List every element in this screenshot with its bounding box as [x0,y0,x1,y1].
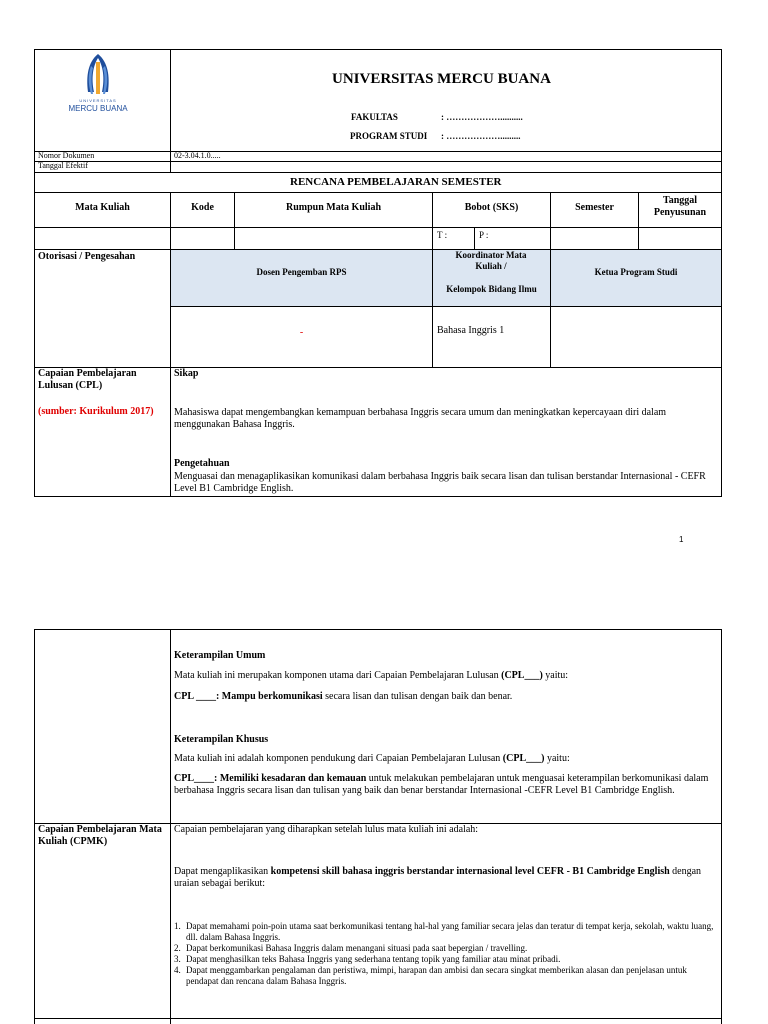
ku-title: Keterampilan Umum [174,650,266,661]
faculty-label: FAKULTAS [351,112,398,122]
cpl-label: Capaian Pembelajaran Lulusan (CPL) [38,368,137,391]
program-label: PROGRAM STUDI [350,131,428,141]
koordinator-value: Bahasa Inggris 1 [437,325,505,336]
university-title: UNIVERSITAS MERCU BUANA [332,71,551,87]
sikap-title: Sikap [174,368,199,379]
dosen-value: - [299,327,304,338]
cpmk-apply: Dapat mengaplikasikan kompetensi skill bahasa inggris berstandar internasional level CEFR - B1 Cambridge English dengan uraian sebagai berikut: [174,866,702,889]
list-item: 1. Dapat memahami poin-poin utama saat berkomunikasi tentang hal-hal yang familiar secara jelas dan teratur di tempat kerja, sekolah, waktu luang, dll. dalam Bahasa Inggris. [174,921,714,942]
kelompok-header: Kelompok Bidang Ilmu [446,284,537,294]
list-item: 3. Dapat menghasilkan teks Bahasa Inggris yang sederhana tentang topik yang familiar atau minat pribadi. [174,954,561,964]
program-value: : ………………......... [441,131,521,141]
ketua-header: Ketua Program Studi [594,267,678,277]
logo-flame-icon [58,52,138,98]
university-logo [58,52,138,116]
kk-cpl: CPL____: Memiliki kesadaran dan kemauan untuk melakukan pembelajaran untuk menguasai keterampilan berkomunikasi dalam berbahasa Inggris secara lisan dan tulisan yang baik dan benar berstandar Internasional -CEFR Level B1 Cambridge English. [174,773,709,796]
pengetahuan-title: Pengetahuan [174,458,230,469]
page-gap [0,600,768,610]
sikap-text: Mahasiswa dapat mengembangkan kemampuan berbahasa Inggris secara umum dan meningkatkan kepercayaan diri dalam menggunakan Bahasa Inggris. [174,407,667,430]
ku-line: Mata kuliah ini merupakan komponen utama dari Capaian Pembelajaran Lulusan (CPL___) yaitu: [174,670,569,681]
page-number: 1 [679,535,684,544]
header-semester: Semester [575,202,614,213]
dosen-header: Dosen Pengemban RPS [256,267,347,277]
koordinator-header: Koordinator Mata Kuliah / [455,250,527,271]
doc-number-value: 02-3.04.1.0..... [174,151,221,160]
ku-cpl: CPL ____: Mampu berkomunikasi secara lisan dan tulisan dengan baik dan benar. [174,691,513,702]
rps-title: RENCANA PEMBELAJARAN SEMESTER [290,176,502,188]
doc-number-label: Nomor Dokumen [38,151,95,160]
pengetahuan-text: Menguasai dan menagaplikasikan komunikasi dalam berbahasa Inggris baik secara lisan dan tulisan berstandar Internasional - CEFR Level B1 Cambridge English. [174,471,706,494]
header-mata-kuliah: Mata Kuliah [75,202,130,213]
logo-small-text: UNIVERSITAS [79,98,117,103]
kk-title: Keterampilan Khusus [174,734,269,745]
cpmk-label: Capaian Pembelajaran Mata Kuliah (CPMK) [38,824,162,847]
list-item: 4. Dapat menggambarkan pengalaman dan peristiwa, mimpi, harapan dan ambisi dan secara singkat memberikan alasan dan penjelasan untuk pendapat dan rencana dalam Bahasa Inggris. [174,965,687,986]
header-bobot: Bobot (SKS) [464,202,519,213]
logo-name: MERCU BUANA [68,104,128,113]
list-item: 2. Dapat berkomunikasi Bahasa Inggris dalam menangani situasi pada saat bepergian / travelling. [174,943,528,953]
bobot-p: P : [479,230,489,240]
effective-date-label: Tanggal Efektif [38,161,88,170]
page-2 [0,610,768,1024]
kk-line: Mata kuliah ini adalah komponen pendukung dari Capaian Pembelajaran Lulusan (CPL___) yaitu: [174,753,570,764]
header-rumpun: Rumpun Mata Kuliah [285,202,382,213]
header-kode: Kode [191,202,214,213]
cpmk-intro: Capaian pembelajaran yang diharapkan setelah lulus mata kuliah ini adalah: [174,824,479,835]
bobot-t: T : [437,230,448,240]
faculty-value: : ……………….......... [441,112,523,122]
header-tanggal: Tanggal Penyusunan [653,195,707,218]
cpl-source: (sumber: Kurikulum 2017) [38,406,154,417]
otorisasi-label: Otorisasi / Pengesahan [38,251,136,262]
